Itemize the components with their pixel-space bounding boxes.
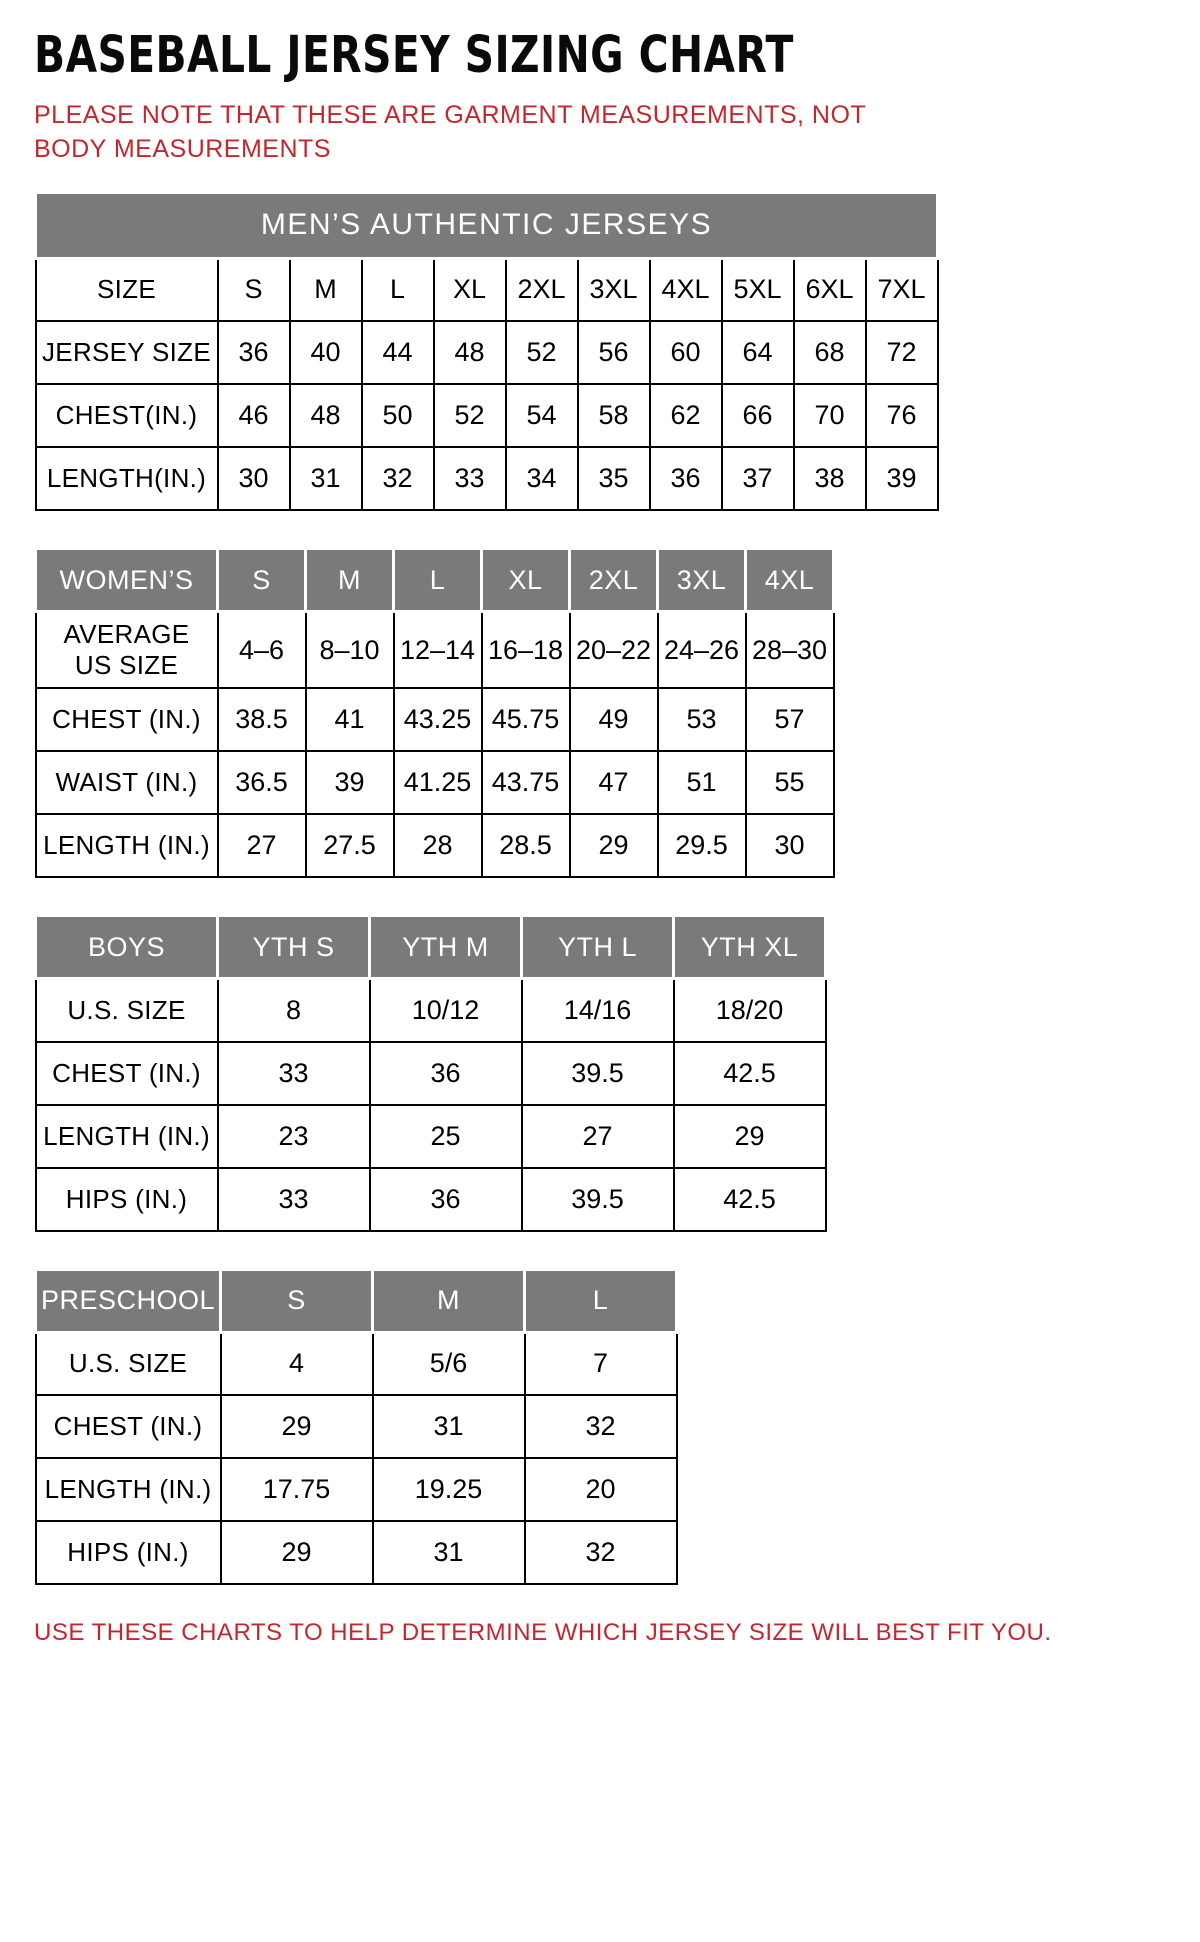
boys-table-body bbox=[36, 916, 826, 1231]
womens-value-cell: 47 bbox=[570, 751, 658, 814]
womens-value-cell: 57 bbox=[746, 688, 834, 751]
mens-value-cell: 52 bbox=[506, 321, 578, 384]
sizing-chart-page bbox=[34, 26, 1166, 1647]
mens-value-cell: 54 bbox=[506, 384, 578, 447]
preschool-header-row bbox=[36, 1269, 677, 1332]
mens-banner: MEN’S AUTHENTIC JERSEYS bbox=[36, 192, 938, 258]
mens-banner-row bbox=[36, 192, 938, 258]
mens-data-row bbox=[36, 384, 938, 447]
mens-value-cell: 36 bbox=[218, 321, 290, 384]
preschool-column-header: M bbox=[373, 1269, 525, 1332]
womens-value-cell: 53 bbox=[658, 688, 746, 751]
preschool-header-label: PRESCHOOL bbox=[36, 1269, 221, 1332]
womens-value-cell: 51 bbox=[658, 751, 746, 814]
preschool-value-cell: 4 bbox=[221, 1332, 373, 1395]
womens-row-label: LENGTH (IN.) bbox=[36, 814, 218, 877]
preschool-value-cell: 32 bbox=[525, 1521, 677, 1584]
womens-data-row bbox=[36, 814, 834, 877]
boys-value-cell: 36 bbox=[370, 1168, 522, 1231]
womens-value-cell: 28–30 bbox=[746, 612, 834, 689]
womens-value-cell: 16–18 bbox=[482, 612, 570, 689]
boys-data-row bbox=[36, 1105, 826, 1168]
boys-column-header: YTH L bbox=[522, 916, 674, 979]
mens-column-header: 5XL bbox=[722, 258, 794, 321]
womens-value-cell: 43.25 bbox=[394, 688, 482, 751]
boys-value-cell: 23 bbox=[218, 1105, 370, 1168]
mens-column-header: 3XL bbox=[578, 258, 650, 321]
boys-value-cell: 10/12 bbox=[370, 979, 522, 1042]
boys-value-cell: 18/20 bbox=[674, 979, 826, 1042]
boys-row-label: CHEST (IN.) bbox=[36, 1042, 218, 1105]
womens-column-header: 4XL bbox=[746, 549, 834, 612]
mens-value-cell: 76 bbox=[866, 384, 938, 447]
boys-value-cell: 33 bbox=[218, 1168, 370, 1231]
womens-value-cell: 38.5 bbox=[218, 688, 306, 751]
mens-value-cell: 68 bbox=[794, 321, 866, 384]
mens-column-header: XL bbox=[434, 258, 506, 321]
womens-data-row bbox=[36, 688, 834, 751]
mens-value-cell: 52 bbox=[434, 384, 506, 447]
mens-sizing-table bbox=[34, 191, 939, 512]
preschool-row-label: HIPS (IN.) bbox=[36, 1521, 221, 1584]
mens-column-header: M bbox=[290, 258, 362, 321]
boys-value-cell: 27 bbox=[522, 1105, 674, 1168]
womens-value-cell: 41 bbox=[306, 688, 394, 751]
preschool-table-body bbox=[36, 1269, 677, 1584]
womens-value-cell: 27 bbox=[218, 814, 306, 877]
mens-value-cell: 64 bbox=[722, 321, 794, 384]
preschool-data-row bbox=[36, 1332, 677, 1395]
preschool-value-cell: 17.75 bbox=[221, 1458, 373, 1521]
womens-value-cell: 8–10 bbox=[306, 612, 394, 689]
mens-column-header: S bbox=[218, 258, 290, 321]
boys-data-row bbox=[36, 1168, 826, 1231]
page-title: BASEBALL JERSEY SIZING CHART bbox=[34, 26, 794, 85]
womens-sizing-table bbox=[34, 547, 835, 878]
preschool-column-header: S bbox=[221, 1269, 373, 1332]
mens-value-cell: 62 bbox=[650, 384, 722, 447]
mens-value-cell: 72 bbox=[866, 321, 938, 384]
boys-sizing-table bbox=[34, 914, 827, 1232]
womens-value-cell: 12–14 bbox=[394, 612, 482, 689]
mens-value-cell: 35 bbox=[578, 447, 650, 510]
preschool-row-label: U.S. SIZE bbox=[36, 1332, 221, 1395]
womens-column-header: S bbox=[218, 549, 306, 612]
preschool-value-cell: 31 bbox=[373, 1395, 525, 1458]
womens-value-cell: 55 bbox=[746, 751, 834, 814]
boys-value-cell: 42.5 bbox=[674, 1042, 826, 1105]
preschool-value-cell: 29 bbox=[221, 1521, 373, 1584]
womens-row-label: WAIST (IN.) bbox=[36, 751, 218, 814]
womens-row-label: AVERAGE US SIZE bbox=[36, 612, 218, 689]
boys-value-cell: 39.5 bbox=[522, 1042, 674, 1105]
womens-value-cell: 29.5 bbox=[658, 814, 746, 877]
boys-row-label: LENGTH (IN.) bbox=[36, 1105, 218, 1168]
mens-column-header: 7XL bbox=[866, 258, 938, 321]
mens-value-cell: 48 bbox=[290, 384, 362, 447]
preschool-value-cell: 7 bbox=[525, 1332, 677, 1395]
mens-value-cell: 48 bbox=[434, 321, 506, 384]
mens-column-header: 2XL bbox=[506, 258, 578, 321]
footer-note: USE THESE CHARTS TO HELP DETERMINE WHICH JERSEY SIZE WILL BEST FIT YOU. bbox=[34, 1619, 1052, 1646]
preschool-value-cell: 5/6 bbox=[373, 1332, 525, 1395]
mens-value-cell: 31 bbox=[290, 447, 362, 510]
womens-value-cell: 4–6 bbox=[218, 612, 306, 689]
womens-header-row bbox=[36, 549, 834, 612]
mens-value-cell: 56 bbox=[578, 321, 650, 384]
womens-value-cell: 36.5 bbox=[218, 751, 306, 814]
mens-value-cell: 44 bbox=[362, 321, 434, 384]
mens-value-cell: 40 bbox=[290, 321, 362, 384]
boys-value-cell: 8 bbox=[218, 979, 370, 1042]
womens-value-cell: 24–26 bbox=[658, 612, 746, 689]
womens-data-row bbox=[36, 751, 834, 814]
boys-header-label: BOYS bbox=[36, 916, 218, 979]
mens-value-cell: 58 bbox=[578, 384, 650, 447]
mens-row-label: LENGTH(IN.) bbox=[36, 447, 218, 510]
mens-row-label: CHEST(IN.) bbox=[36, 384, 218, 447]
preschool-row-label: LENGTH (IN.) bbox=[36, 1458, 221, 1521]
mens-row-label: JERSEY SIZE bbox=[36, 321, 218, 384]
womens-column-header: XL bbox=[482, 549, 570, 612]
boys-value-cell: 29 bbox=[674, 1105, 826, 1168]
preschool-data-row bbox=[36, 1521, 677, 1584]
preschool-value-cell: 32 bbox=[525, 1395, 677, 1458]
boys-value-cell: 42.5 bbox=[674, 1168, 826, 1231]
preschool-value-cell: 20 bbox=[525, 1458, 677, 1521]
preschool-value-cell: 29 bbox=[221, 1395, 373, 1458]
mens-value-cell: 38 bbox=[794, 447, 866, 510]
mens-value-cell: 34 bbox=[506, 447, 578, 510]
boys-data-row bbox=[36, 979, 826, 1042]
womens-value-cell: 30 bbox=[746, 814, 834, 877]
womens-value-cell: 28 bbox=[394, 814, 482, 877]
preschool-data-row bbox=[36, 1458, 677, 1521]
womens-value-cell: 43.75 bbox=[482, 751, 570, 814]
mens-value-cell: 32 bbox=[362, 447, 434, 510]
boys-value-cell: 33 bbox=[218, 1042, 370, 1105]
boys-row-label: HIPS (IN.) bbox=[36, 1168, 218, 1231]
garment-measurement-note: PLEASE NOTE THAT THESE ARE GARMENT MEASUREMENTS, NOT BODY MEASUREMENTS bbox=[34, 101, 866, 163]
boys-value-cell: 14/16 bbox=[522, 979, 674, 1042]
boys-column-header: YTH M bbox=[370, 916, 522, 979]
boys-value-cell: 39.5 bbox=[522, 1168, 674, 1231]
mens-value-cell: 60 bbox=[650, 321, 722, 384]
preschool-value-cell: 19.25 bbox=[373, 1458, 525, 1521]
preschool-value-cell: 31 bbox=[373, 1521, 525, 1584]
womens-column-header: M bbox=[306, 549, 394, 612]
mens-header-label: SIZE bbox=[36, 258, 218, 321]
mens-data-row bbox=[36, 321, 938, 384]
mens-value-cell: 36 bbox=[650, 447, 722, 510]
boys-column-header: YTH XL bbox=[674, 916, 826, 979]
womens-data-row bbox=[36, 612, 834, 689]
preschool-row-label: CHEST (IN.) bbox=[36, 1395, 221, 1458]
boys-header-row bbox=[36, 916, 826, 979]
preschool-sizing-table bbox=[34, 1268, 678, 1586]
preschool-data-row bbox=[36, 1395, 677, 1458]
boys-value-cell: 25 bbox=[370, 1105, 522, 1168]
mens-column-header: L bbox=[362, 258, 434, 321]
womens-column-header: L bbox=[394, 549, 482, 612]
mens-value-cell: 33 bbox=[434, 447, 506, 510]
mens-value-cell: 37 bbox=[722, 447, 794, 510]
womens-table-body bbox=[36, 549, 834, 878]
womens-value-cell: 27.5 bbox=[306, 814, 394, 877]
mens-column-header: 4XL bbox=[650, 258, 722, 321]
boys-column-header: YTH S bbox=[218, 916, 370, 979]
preschool-column-header: L bbox=[525, 1269, 677, 1332]
womens-value-cell: 28.5 bbox=[482, 814, 570, 877]
mens-value-cell: 50 bbox=[362, 384, 434, 447]
womens-column-header: 2XL bbox=[570, 549, 658, 612]
boys-value-cell: 36 bbox=[370, 1042, 522, 1105]
boys-row-label: U.S. SIZE bbox=[36, 979, 218, 1042]
womens-column-header: 3XL bbox=[658, 549, 746, 612]
mens-value-cell: 46 bbox=[218, 384, 290, 447]
womens-header-label: WOMEN’S bbox=[36, 549, 218, 612]
boys-data-row bbox=[36, 1042, 826, 1105]
womens-value-cell: 39 bbox=[306, 751, 394, 814]
mens-table-body bbox=[36, 192, 938, 510]
mens-value-cell: 70 bbox=[794, 384, 866, 447]
womens-value-cell: 29 bbox=[570, 814, 658, 877]
womens-value-cell: 41.25 bbox=[394, 751, 482, 814]
mens-value-cell: 66 bbox=[722, 384, 794, 447]
womens-value-cell: 20–22 bbox=[570, 612, 658, 689]
womens-value-cell: 49 bbox=[570, 688, 658, 751]
mens-value-cell: 39 bbox=[866, 447, 938, 510]
mens-column-header: 6XL bbox=[794, 258, 866, 321]
mens-header-row bbox=[36, 258, 938, 321]
mens-data-row bbox=[36, 447, 938, 510]
womens-row-label: CHEST (IN.) bbox=[36, 688, 218, 751]
womens-value-cell: 45.75 bbox=[482, 688, 570, 751]
mens-value-cell: 30 bbox=[218, 447, 290, 510]
